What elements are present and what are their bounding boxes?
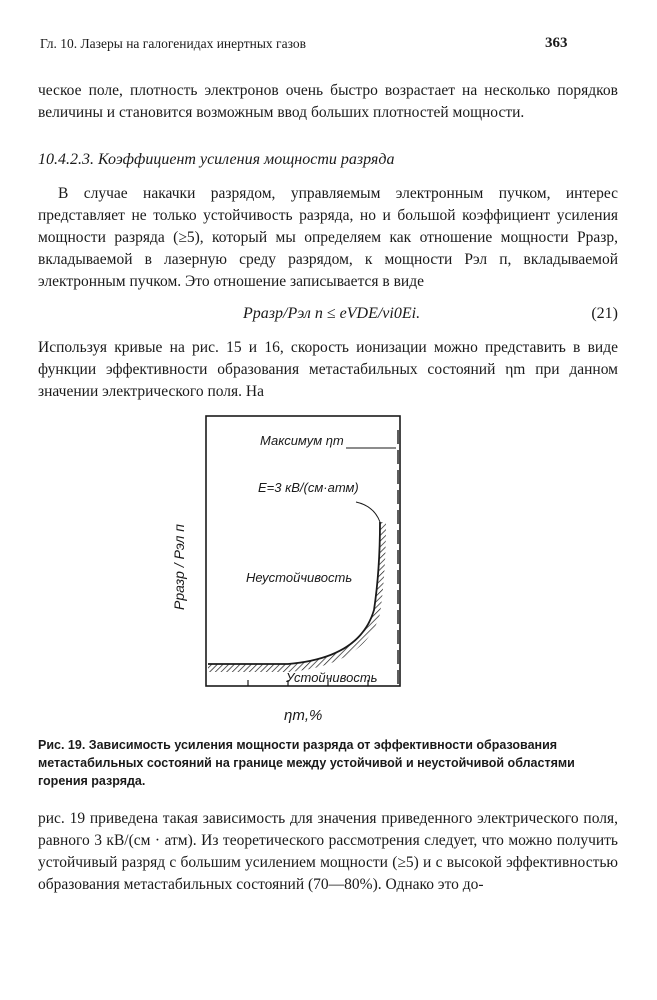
y-axis-label: Pразр / Pэл п <box>171 524 187 610</box>
plot-frame <box>206 416 400 686</box>
paragraph-discharge-gain: В случае накачки разрядом, управляемым электронным пучком, интерес представляет не только устойчивость разряда, но и большой коэффициент усиления мощности разряда (≥5), который мы определяем как отношение мощности Pразр, вкладываемой в лазерную среду разрядом, к мощности Pэл п, вкладываемой электронным пучком. Это отношение записывается в виде <box>38 185 618 290</box>
boundary-hatch <box>208 522 386 672</box>
x-axis-label: ηm,% <box>284 707 323 724</box>
paragraph-continuation: ческое поле, плотность электронов очень быстро возрастает на несколько порядков величины и становится возможным ввод больших плотностей мощности. <box>38 82 618 121</box>
field-label-leader <box>356 502 380 522</box>
label-maximum: Максимум ηm <box>260 433 344 448</box>
label-stable: Устойчивость <box>286 670 378 685</box>
figure-caption: Рис. 19. Зависимость усиления мощности разряда от эффективности образования метастабильных состояний на границе между устойчивой и неустойчивой областями горения разряда. <box>38 738 575 788</box>
page-number: 363 <box>545 35 568 51</box>
figure-19-plot <box>160 410 420 728</box>
paragraph-conclusion: рис. 19 приведена такая зависимость для значения приведенного электрического поля, равного 3 кВ/(см · атм). Из теоретического рассмотрения следует, что можно получить устойчивый разряд с большим усилением мощности (≥5) и с высокой эффективностью образования метастабильных состояний (70—80%). Однако это до- <box>38 810 618 893</box>
figure-19 <box>160 410 420 728</box>
label-unstable: Неустойчивость <box>246 570 353 585</box>
section-heading: 10.4.2.3. Коэффициент усиления мощности разряда <box>38 151 395 168</box>
paragraph-ionization: Используя кривые на рис. 15 и 16, скорость ионизации можно представить в виде функции эффективности образования метастабильных состояний ηm при данном значении электрического поля. На <box>38 339 618 400</box>
formula-number: (21) <box>591 305 618 322</box>
formula-expression: Pразр/Pэл п ≤ eVDE/vi0Ei. <box>243 305 421 322</box>
formula-21 <box>38 305 618 329</box>
label-field: E=3 кВ/(см·атм) <box>258 480 359 495</box>
running-head: Гл. 10. Лазеры на галогенидах инертных газов <box>40 36 306 51</box>
